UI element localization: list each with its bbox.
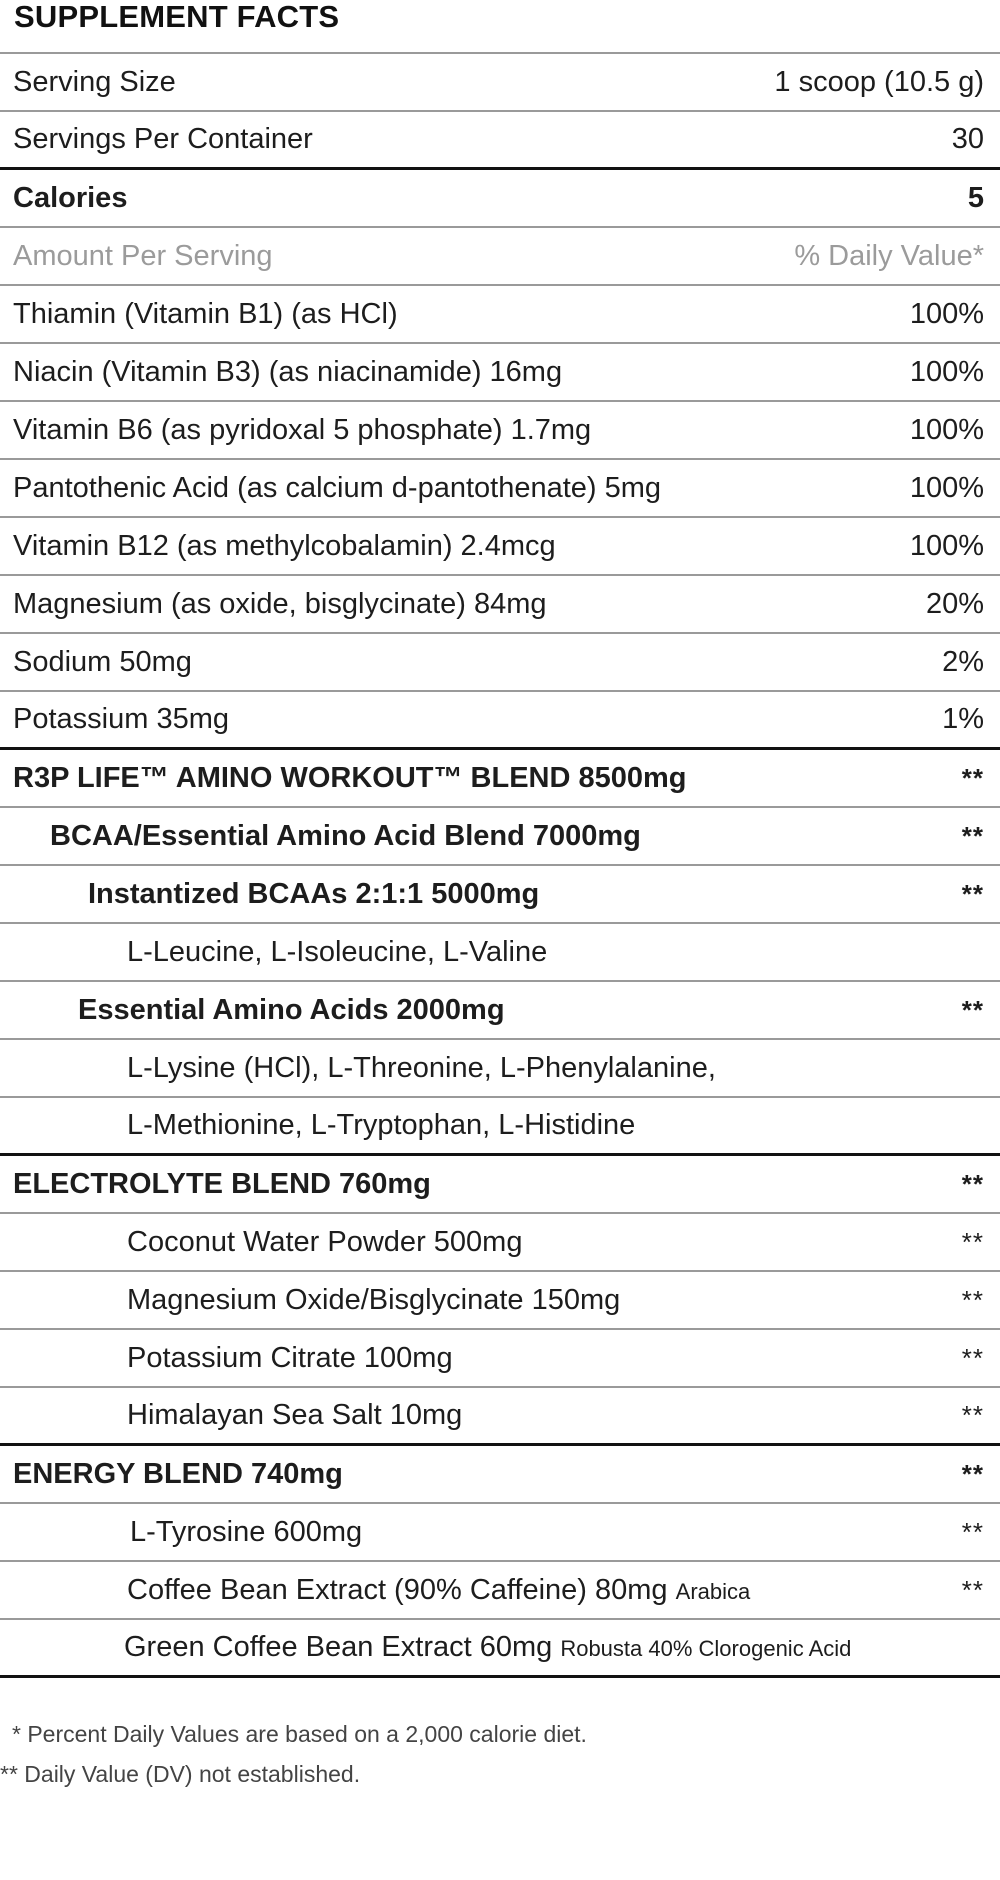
nutrient-dv: 100% <box>909 297 984 330</box>
servings-per-container-row <box>0 112 1000 170</box>
facts-table <box>0 52 1000 1678</box>
ingredient-main: Coffee Bean Extract (90% Caffeine) 80mg <box>127 1573 668 1606</box>
tyrosine-row <box>0 1504 1000 1562</box>
not-established-footnote: ** Daily Value (DV) not established. <box>0 1761 361 1787</box>
nutrient-dv: 1% <box>942 703 984 735</box>
ingredient-dv: ** <box>961 1574 984 1605</box>
ingredient-list: L-Methionine, L-Tryptophan, L-Histidine <box>127 1109 636 1141</box>
ingredient-name: Coconut Water Powder 500mg <box>127 1225 523 1258</box>
blend-name: ELECTROLYTE BLEND 760mg <box>13 1167 431 1200</box>
amount-header-row <box>0 228 1000 286</box>
nutrient-name: Sodium 50mg <box>13 645 192 678</box>
ingredient-dv: ** <box>961 1400 984 1430</box>
ingredient-list: L-Leucine, L-Isoleucine, L-Valine <box>127 935 548 968</box>
amino-blend-row <box>0 750 1000 808</box>
blend-dv: ** <box>961 762 984 793</box>
ingredient-dv: ** <box>961 878 984 909</box>
nutrient-row <box>0 344 1000 402</box>
nutrient-name: Magnesium (as oxide, bisglycinate) 84mg <box>13 587 547 620</box>
ingredient-note: Arabica <box>675 1578 751 1604</box>
nutrient-row <box>0 634 1000 692</box>
ingredient-dv: ** <box>961 1516 984 1547</box>
eaas-row <box>0 982 1000 1040</box>
blend-dv: ** <box>961 1168 984 1199</box>
nutrient-dv: 2% <box>942 645 984 678</box>
ingredient-name <box>0 1631 851 1664</box>
electrolyte-item-row <box>0 1272 1000 1330</box>
blend-name: R3P LIFE™ AMINO WORKOUT™ BLEND 8500mg <box>13 761 687 794</box>
calories-label: Calories <box>13 181 128 214</box>
ingredient-note: Robusta 40% Clorogenic Acid <box>560 1636 852 1661</box>
eaa-list-row <box>0 1098 1000 1156</box>
blend-dv: ** <box>961 1458 984 1489</box>
nutrient-name: Potassium 35mg <box>13 703 229 735</box>
nutrient-dv: 20% <box>925 587 984 620</box>
bcaas-row <box>0 866 1000 924</box>
nutrient-name: Thiamin (Vitamin B1) (as HCl) <box>13 297 398 330</box>
nutrient-name: Vitamin B12 (as methylcobalamin) 2.4mcg <box>13 529 556 562</box>
ingredient-name: Potassium Citrate 100mg <box>127 1341 453 1374</box>
nutrient-dv: 100% <box>909 471 984 504</box>
electrolyte-item-row <box>0 1330 1000 1388</box>
serving-size-value: 1 scoop (10.5 g) <box>774 65 984 98</box>
nutrient-dv: 100% <box>909 413 984 446</box>
nutrient-name: Vitamin B6 (as pyridoxal 5 phosphate) 1.7mg <box>13 413 592 446</box>
calories-value: 5 <box>967 181 984 214</box>
ingredient-name: Essential Amino Acids 2000mg <box>78 993 505 1026</box>
ingredient-dv: ** <box>961 820 984 851</box>
nutrient-row <box>0 576 1000 634</box>
servings-value: 30 <box>951 123 984 155</box>
bcaa-eaa-blend-row <box>0 808 1000 866</box>
ingredient-dv: ** <box>961 1342 984 1373</box>
footnotes <box>0 1678 1000 1794</box>
nutrient-dv: 100% <box>909 355 984 388</box>
nutrient-row <box>0 692 1000 750</box>
electrolyte-blend-row <box>0 1156 1000 1214</box>
ingredient-dv: ** <box>961 1226 984 1257</box>
daily-value-footnote: * Percent Daily Values are based on a 2,000 calorie diet. <box>12 1721 587 1747</box>
ingredient-dv: ** <box>961 994 984 1025</box>
panel-title: SUPPLEMENT FACTS <box>14 0 340 34</box>
nutrient-row <box>0 402 1000 460</box>
serving-size-label: Serving Size <box>13 65 176 98</box>
daily-value-label: % Daily Value* <box>794 239 984 272</box>
nutrient-row <box>0 460 1000 518</box>
ingredient-name: Magnesium Oxide/Bisglycinate 150mg <box>127 1283 621 1316</box>
nutrient-name: Niacin (Vitamin B3) (as niacinamide) 16mg <box>13 355 563 388</box>
ingredient-name: BCAA/Essential Amino Acid Blend 7000mg <box>50 819 641 852</box>
nutrient-name: Pantothenic Acid (as calcium d-pantothenate) 5mg <box>13 471 662 504</box>
ingredient-name: Himalayan Sea Salt 10mg <box>127 1399 463 1431</box>
ingredient-name: L-Tyrosine 600mg <box>130 1515 363 1548</box>
bcaa-list-row <box>0 924 1000 982</box>
green-coffee-row <box>0 1620 1000 1678</box>
calories-row <box>0 170 1000 228</box>
blend-name: ENERGY BLEND 740mg <box>13 1457 343 1490</box>
ingredient-name: Instantized BCAAs 2:1:1 5000mg <box>88 877 540 910</box>
energy-blend-row <box>0 1446 1000 1504</box>
servings-label: Servings Per Container <box>13 123 313 155</box>
nutrient-row <box>0 518 1000 576</box>
electrolyte-item-row <box>0 1388 1000 1446</box>
nutrient-dv: 100% <box>909 529 984 562</box>
nutrient-row <box>0 286 1000 344</box>
eaa-list-row <box>0 1040 1000 1098</box>
serving-size-row <box>0 54 1000 112</box>
ingredient-main: Green Coffee Bean Extract 60mg <box>124 1631 553 1663</box>
ingredient-name <box>0 1574 750 1607</box>
ingredient-list: L-Lysine (HCl), L-Threonine, L-Phenylalanine, <box>127 1051 716 1084</box>
ingredient-dv: ** <box>961 1284 984 1315</box>
coffee-bean-row <box>0 1562 1000 1620</box>
electrolyte-item-row <box>0 1214 1000 1272</box>
amount-per-serving-label: Amount Per Serving <box>13 239 273 272</box>
